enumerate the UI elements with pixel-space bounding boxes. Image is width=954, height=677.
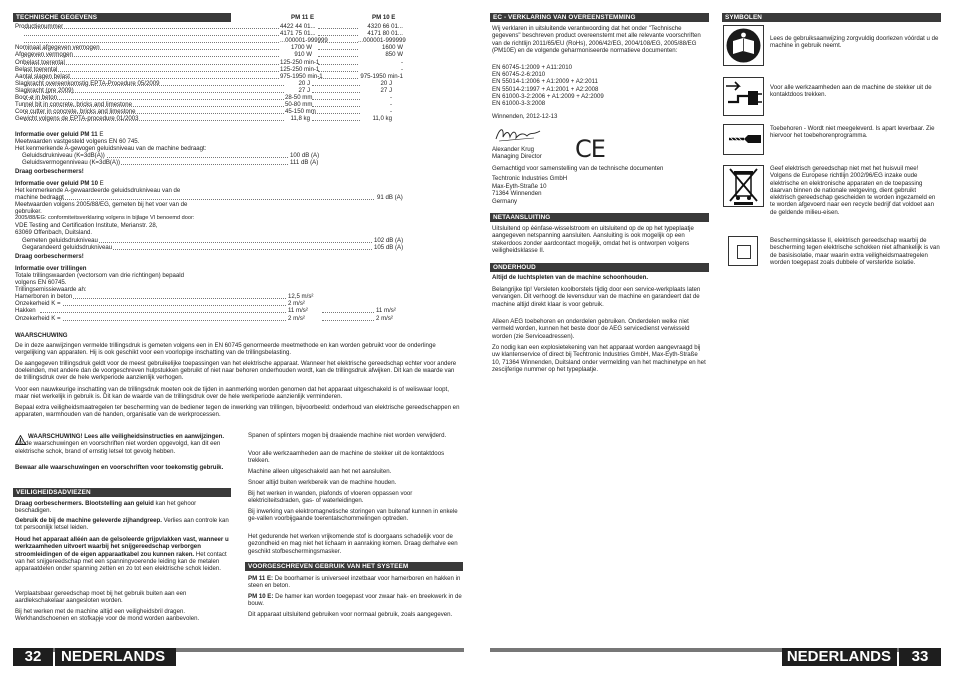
noise10-line-6: 63069 Offenbach, Duitsland.: [15, 229, 93, 236]
right-footer-language: NEDERLANDS: [782, 648, 897, 666]
mid-para: Het gedurende het werken vrijkomende stof is doorgaans schadelijk voor de gezondheid en mag niet het lichaam in aanraking komen. Draag derhalve een geschikt stofbeschermingsmasker.: [248, 533, 458, 555]
vib-label: Onzekerheid K =: [15, 314, 61, 322]
spec-label: Onbelast toerental: [15, 58, 65, 66]
warning-para-1: De aangegeven trillingsdruk geldt voor de meest gebruikelijke toepassingen van het elektrische apparaat. Wanneer het elektrische gereedschap echter voor andere doeleinden, met andere dan de voorgeschreven hulpstukken gebruikt of niet naar behoren onderhouden wordt, kan de trillingsdruk afwijken. Dit kan de waarde van de trillingsdruk over de hele werkperiode aanzienlijk verhogen.: [15, 360, 457, 382]
spec-leader-2: [318, 56, 358, 57]
use-item: [248, 593, 462, 608]
spec-leader-2: [318, 78, 358, 79]
spec-leader: [24, 42, 279, 43]
spec-value-pm11: 1700 W: [280, 44, 312, 51]
spec-label: Belast toerental: [15, 65, 58, 73]
spec-value-pm11: 28-50 mm: [285, 94, 313, 101]
vib-value-1: 2 m/s²: [288, 314, 305, 322]
mid-para: Bij het werken in wanden, plafonds of vloeren oppassen voor elektriciteitsdraden, gas- of waterleidingen.: [248, 490, 413, 505]
col-pm10: PM 10 E: [372, 14, 396, 21]
spec-leader: [24, 78, 279, 79]
use-item: [248, 611, 462, 618]
vib-line-1: volgens EN 60745.: [15, 279, 67, 286]
spec-leader: [24, 49, 279, 50]
safety-item-bold: Draag oorbeschermers. Blootstelling aan geluid: [15, 500, 154, 507]
spec-leader-2: [318, 71, 358, 72]
spec-value-pm10: -: [360, 108, 392, 115]
ec-header: EC - VERKLARING VAN OVEREENSTEMMING: [490, 13, 709, 22]
spec-leader: [24, 106, 286, 107]
spec-value-pm11: ...000001-999999: [280, 37, 328, 45]
value-label: Geluidsvermogenniveau (K=3dB(A)): [22, 159, 121, 167]
symbol-text: Geef elektrisch gereedschap niet met het huisvuil mee! Volgens de Europese richtlijn 2002/96/EG inzake oude elektrische en elektronische apparaten en de toepassing daarvan binnen de nationale wetgeving, dient gebruikt elektrisch gereedschap gescheiden te worden ingezameld en te worden afgevoerd naar een recycle bedrijf dat voldoet aan de geldende milieu-eisen.: [770, 165, 936, 216]
spec-leader: [24, 71, 279, 72]
mid-para: Machine alleen uitgeschakeld aan het net aansluiten.: [248, 468, 392, 475]
vib-value-1: 2 m/s²: [288, 300, 305, 308]
noise10-line-4: 2005/88/EG: conformiteitsverklaring volgens in bijlage VI benoemd door:: [15, 215, 195, 221]
left-footer-number: 32: [13, 648, 53, 666]
spec-value-pm11: 50-80 mm: [285, 101, 313, 109]
spec-value-pm10: -: [360, 101, 392, 108]
noise11-line-1: Het kenmerkende A-gewogen geluidsniveau van de machine bedraagt:: [15, 145, 207, 152]
warning-title: WAARSCHUWING: [15, 332, 68, 339]
net-header: NETAANSLUITING: [490, 213, 709, 222]
spec-value-pm10: 20 J: [360, 80, 392, 87]
vib-line-2: Trillingsemissiewaarde ah:: [15, 286, 87, 293]
company-line: Germany: [492, 197, 518, 205]
symbol-text: Lees de gebruiksaanwijzing zorgvuldig doorlezen vóórdat u de machine in gebruik neemt.: [770, 35, 939, 50]
spec-value-pm10: -: [360, 94, 392, 101]
spec-leader-2: [318, 35, 358, 36]
use-item-text: De boorhamer is universeel inzetbaar voor hamerboren en hakken in steen en beton.: [248, 575, 461, 590]
safety-item-text: Verplaatsbaar gereedschap moet bij het gebruik buiten aan een aardlekschakelaar aangesloten worden.: [15, 590, 187, 605]
mid-para: Voor alle werkzaamheden aan de machine de stekker uit de kontaktdoos trekken.: [248, 450, 445, 465]
safety-warning-text: [15, 433, 233, 455]
noise11-title: Informatie over geluid PM 11 E: [15, 131, 104, 138]
spec-leader: [24, 113, 286, 114]
spec-label: Aantal slagen belast: [15, 72, 70, 80]
vib-label: Onzekerheid K =: [15, 300, 61, 308]
vib-leader-2: [322, 312, 374, 313]
class-ii-icon: [728, 236, 758, 266]
spec-leader: [24, 120, 286, 121]
vib-line-0: Totale trillingswaarden (vectorsom van drie richtingen) bepaald: [15, 272, 185, 279]
manual-icon: [723, 25, 764, 66]
spec-leader: [24, 35, 279, 36]
spec-value-pm11: 45-150 mm: [285, 108, 316, 116]
spec-value-pm10: -: [358, 66, 403, 73]
spec-value-pm11: 4422 44 01...: [280, 23, 316, 30]
warning-para-0: De in deze aanwijzingen vermelde trillingsdruk is gemeten volgens een in EN 60745 genormeerde meetmethode en kan worden gebruikt voor de onderlinge vergelijking van apparaten. Hij is ook geschikt voor een voorlopige inschatting van de trillingsbelasting.: [15, 342, 436, 357]
spec-value-pm10: 975-1950 min-1: [358, 73, 403, 80]
maint-para-1: Alleen AEG toebehoren en onderdelen gebruiken. Onderdelen welke niet vermeld worden, kunnen het beste door de AEG servicedienst verwisseld worden (zie Serviceadressen).: [492, 318, 690, 340]
right-footer-number: 33: [899, 648, 941, 666]
spec-value-pm10: 4171 80 01...: [358, 30, 403, 37]
maint-bold: Altijd de luchtspleten van de machine schoonhouden.: [492, 274, 649, 281]
spec-value-pm11: 20 J: [285, 80, 310, 87]
spec-value-pm10: -: [358, 59, 403, 66]
spec-leader: [24, 64, 279, 65]
safety-item: [15, 590, 233, 605]
safety-item: [15, 536, 233, 572]
safety-warning-bold: WAARSCHUWING! Lees alle veiligheidsinstructies en aanwijzingen.: [28, 433, 225, 440]
spec-value-pm10: 27 J: [360, 87, 392, 94]
value-label: Gegarandeerd geluidsdrukniveau: [22, 244, 113, 252]
norm-item: EN 61000-3-3:2008: [492, 100, 546, 107]
use-item-text: Dit apparaat uitsluitend gebruiken voor normaal gebruik, zoals aangegeven.: [248, 611, 453, 618]
vib-label: Hamerboren in beton: [15, 293, 73, 300]
spec-value-pm11: 910 W: [280, 51, 312, 58]
vib-label: Hakken: [15, 307, 36, 315]
place-date: Winnenden, 2012-12-13: [492, 113, 558, 120]
vib-title: Informatie over trillingen: [15, 265, 87, 272]
safety-item-bold: Houd het apparaat alléén aan de geïsoleerde grijpvlakken vast, wanneer u werkzaamheden uitvoert waarbij het snijgereedschap verborgen stroomleidingen of de eigen apparaatkabel zou kunnen raken.: [15, 536, 229, 558]
safety-item: [15, 608, 233, 623]
use-header: VOORGESCHREVEN GEBRUIK VAN HET SYSTEEM: [245, 562, 463, 571]
signature-icon: [494, 123, 542, 145]
safety-warning-body: Als de waarschuwingen en voorschriften niet worden opgevolgd, kan dit een elektrische schok, brand of ernstig letsel tot gevolg hebben.: [15, 440, 221, 455]
value-leader: [82, 242, 372, 243]
spec-label: Slagkracht overeenkomstig EPTA-Procedure 05/2009: [15, 79, 160, 87]
spec-value-pm11: 975-1950 min-1: [280, 72, 323, 80]
tech-doc: Gemachtigd voor samenstelling van de technische documenten: [492, 165, 664, 172]
spec-leader: [24, 85, 286, 86]
norm-item: EN 60745-1:2009 + A11:2010: [492, 64, 573, 71]
safety-header: VEILIGHEIDSADVIEZEN: [13, 488, 231, 497]
value-leader: [82, 157, 288, 158]
value-label: Gemeten geluidsdrukniveau: [22, 237, 98, 244]
weee-bin-icon: [723, 165, 764, 207]
safety-keep: Bewaar alle waarschuwingen en voorschriften voor toekomstig gebruik.: [15, 464, 224, 471]
mid-para: Bij inwerking van elektromagnetische storingen van buitenaf kunnen in enkele ge-vallen voorbijgaande toerentalschommelingen optreden.: [248, 508, 458, 523]
spec-value-pm10: 1600 W: [358, 44, 403, 51]
company-line: Max-Eyth-Straße 10: [492, 182, 547, 190]
warning-para-2: Voor een nauwkeurige inschatting van de trillingsdruk moeten ook de tijden in aanmerking worden genomen dat het apparaat uitgeschakeld is of weliswaar loopt, maar niet werkelijk in gebruik is. Dit kan de waarde van de trillingsdruk over de hele werkperiode aanzienlijk verminderen.: [15, 386, 449, 401]
symbol-text: Beschermingsklasse II, elektrisch gereedschap waarbij de bescherming tegen elektrische schokken niet afhankelijk is van de basisisolatie, maar waarin extra veiligheidsmaatregelen worden toegepast zoals dubbele of versterkte isolatie.: [770, 237, 940, 266]
spec-label: Slagkracht (pre 2009): [15, 86, 74, 94]
vib-leader: [40, 305, 286, 306]
norm-item: EN 60745-2-6:2010: [492, 71, 546, 79]
spec-value-pm11: 125-250 min-1: [280, 65, 320, 73]
spec-label: Boor-ø in beton: [15, 94, 58, 101]
safety-item-bold: Gebruik de bij de machine geleverde zijhandgreep.: [15, 517, 162, 524]
maint-header: ONDERHOUD: [490, 263, 709, 272]
vib-leader: [40, 312, 286, 313]
value-number: 100 dB (A): [290, 152, 320, 159]
spec-value-pm10: ...000001-999999: [358, 37, 406, 45]
safety-item: [15, 517, 233, 532]
spec-leader-2: [318, 49, 358, 50]
value-number: 102 dB (A): [374, 237, 404, 244]
use-item-text: De hamer kan worden toegepast voor zwaar hak- en breekwerk in de bouw.: [248, 593, 462, 608]
col-pm11: PM 11 E: [291, 14, 315, 21]
symbol-text: Voor alle werkzaamheden aan de machine de stekker uit de kontaktdoos trekken.: [770, 84, 932, 99]
company-line: 71364 Winnenden: [492, 190, 542, 197]
noise10-main-value: 91 dB (A): [377, 194, 403, 201]
noise10-leader: [56, 199, 374, 200]
accessory-icon: [723, 124, 764, 155]
ec-text: Wij verklaren in uitsluitende verantwoording dat het onder "Technische gegevens" beschreven product overeenstemt met alle relevante voorschriften van de richtlijn 2011/65/EU (RoHs), 2006/42/EG, 2004/108/EG, 2005/88/EG (PM10E) en de volgende geharmoniseerde normatieve documenten:: [492, 25, 701, 54]
use-item: [248, 575, 462, 590]
noise11-line-0: Meetwaarden vastgesteld volgens EN 60 745.: [15, 138, 140, 145]
mid-para: Snoer altijd buiten werkbereik van de machine houden.: [248, 479, 397, 486]
tech-header: TECHNISCHE GEGEVENS: [13, 13, 231, 22]
spec-leader: [24, 56, 279, 57]
spec-value-pm11: 4171 75 01...: [280, 30, 316, 38]
plug-icon: [723, 77, 764, 116]
company-line: Techtronic Industries GmbH: [492, 175, 568, 182]
spec-value-pm10: 11,0 kg: [360, 115, 392, 122]
net-text: Uitsluitend op éénfase-wisselstroom en uitsluitend op de op het typeplaatje aangegeven netspanning aansluiten. Aansluiting is ook mogelijk op een stekerdoos zonder aardcontact mogelijk, omdat het is ontworpen volgens veiligheidsklasse II.: [492, 225, 694, 254]
vib-leader: [40, 320, 286, 321]
symbol-text: Toebehoren - Wordt niet meegeleverd. Is apart leverbaar. Zie hiervoor het toebehorenprogramma.: [770, 125, 935, 140]
value-number: 105 dB (A): [374, 244, 404, 252]
noise10-line-3: gebruiker.: [15, 208, 42, 215]
safety-item-text: Verlies aan controle kan tot persoonlijk letsel leiden.: [15, 517, 229, 532]
spec-value-pm11: 11,8 kg: [285, 115, 310, 122]
maint-para-2: Zo nodig kan een explosietekening van het apparaat worden aangevraagd bij uw klantenservice of direct bij Techtronic Industries GmbH, Max-Eyth-Straße 10, 71364 Winnenden, Duitsland onder vermelding van het machinetype en het zescijferige nummer op het typeplaatje.: [492, 344, 706, 373]
spec-label: Nominaal afgegeven vermogen: [15, 44, 100, 52]
norm-item: EN 55014-1:2006 + A1:2009 + A2:2011: [492, 78, 598, 86]
safety-item-text: Bij het werken met de machine altijd een veiligheidsbril dragen. Werkhandschoenen en stofkapje voor de mond worden aanbevolen.: [15, 608, 200, 623]
vib-leader-2: [322, 320, 374, 321]
norm-item: EN 61000-3-2:2006 + A1:2009 + A2:2009: [492, 92, 604, 100]
spec-value-pm10: 4320 66 01...: [358, 23, 403, 30]
spec-leader-2: [318, 42, 358, 43]
use-item-bold: PM 10 E:: [248, 593, 274, 600]
vib-value-1: 11 m/s²: [288, 307, 308, 315]
safety-item: [15, 500, 233, 515]
vib-leader: [40, 298, 286, 299]
safety-item-text: kan het gehoor beschadigen.: [15, 500, 197, 515]
noise10-line-0: Het kenmerkende A-gewaardeerde geluidsdrukniveau van de: [15, 187, 181, 194]
spec-value-pm10: 850 W: [358, 51, 403, 58]
spec-leader: [24, 28, 279, 29]
vib-value-2: 2 m/s²: [376, 314, 393, 322]
spec-leader: [24, 92, 286, 93]
ear-protection-1: Draag oorbeschermers!: [15, 168, 84, 175]
spec-value-pm11: 125-250 min-1: [280, 58, 320, 66]
sym-header: SYMBOLEN: [722, 13, 941, 22]
spec-label: Productienummer: [15, 23, 64, 30]
spec-label: Tunnel bit in concrete, bricks and limestone: [15, 101, 132, 109]
warning-para-3: Bepaal extra veiligheidsmaatregelen ter bescherming van de bediener tegen de inwerking van trillingen, bijvoorbeeld: onderhoud van elektrische gereedschappen en apparaten, warmhouden van de handen, organisatie van de werkprocessen.: [15, 404, 460, 419]
ear-protection-2: Draag oorbeschermers!: [15, 253, 84, 260]
value-number: 111 dB (A): [290, 159, 319, 167]
mid-para: Spanen of splinters mogen bij draaiende machine niet worden verwijderd.: [248, 432, 447, 439]
maint-para-0: Belangrijke tip! Versleten koolborstels tijdig door een service-werkplaats laten vervangen. Dit verhoogt de levensduur van de machine en garandeert dat de machine altijd direkt klaar is voor gebruik.: [492, 286, 701, 308]
safety-item-text: Het contact van het snijgereedschap met een spanningvoerende leiding kan de metalen apparaatdelen onder spanning zetten en zo tot een elektrische schok leiden.: [15, 550, 227, 573]
spec-label: Gewicht volgens de EPTA-procedure 01/2003: [15, 115, 139, 123]
noise10-line-2: Meetwaarden volgens 2005/88/EG, gemeten bij het voer van de: [15, 201, 188, 208]
spec-label: Core cutter in concrete, bricks and limestone: [15, 108, 136, 116]
spec-label: Afgegeven vermogen: [15, 51, 73, 59]
vib-value-2: 11 m/s²: [376, 307, 396, 315]
value-leader: [82, 249, 372, 250]
noise10-line-1-text: machine bedraagt: [15, 194, 64, 201]
value-label: Geluidsdrukniveau (K=3dB(A)): [22, 152, 105, 159]
spec-value-pm11: 27 J: [285, 87, 310, 94]
spec-leader: [24, 99, 286, 100]
spec-leader-2: [318, 64, 358, 65]
noise10-title: Informatie over geluid PM 10 E: [15, 180, 104, 187]
spec-leader-2: [318, 28, 358, 29]
use-item-bold: PM 11 E:: [248, 575, 274, 582]
vib-value-1: 12,5 m/s²: [288, 293, 314, 300]
class-ii-inner-square: [737, 245, 751, 259]
signer-title: Managing Director: [492, 153, 542, 160]
noise10-line-5: VDE Testing and Certification Institute, Merianstr. 28,: [15, 222, 158, 229]
ce-mark-icon: CE: [575, 135, 605, 163]
norm-item: EN 55014-2:1997 + A1:2001 + A2:2008: [492, 85, 599, 93]
signer-name: Alexander Krug: [492, 146, 535, 153]
left-footer-language: NEDERLANDS: [55, 648, 176, 666]
